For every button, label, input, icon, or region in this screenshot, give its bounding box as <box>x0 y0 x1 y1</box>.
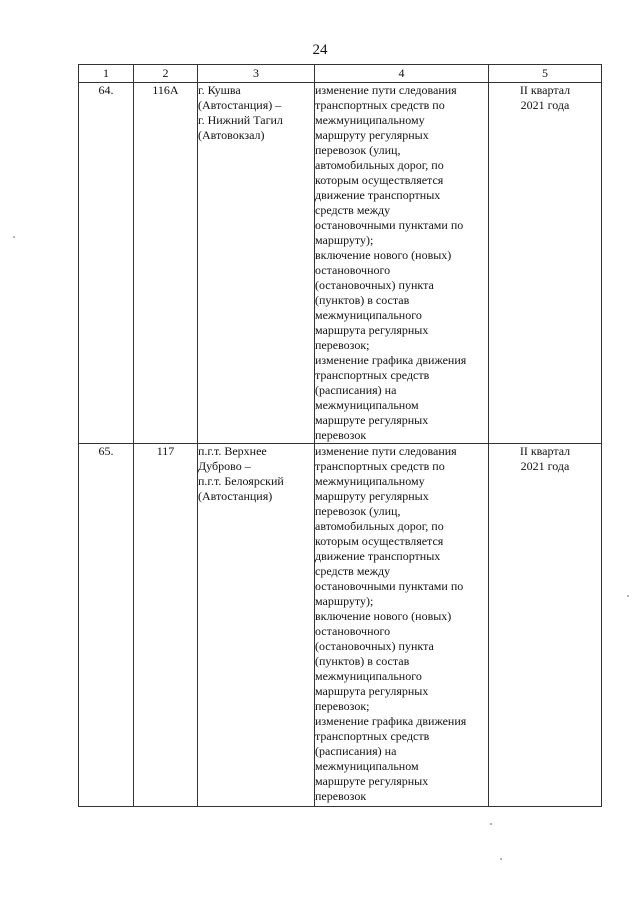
change-description-line: перевозок (улиц, <box>315 143 401 157</box>
change-description-line: (остановочных) пункта <box>315 278 434 292</box>
change-description-line: средств между <box>315 203 391 217</box>
change-description-line: автомобильных дорог, по <box>315 158 444 172</box>
change-description-line: маршрута регулярных <box>315 323 429 337</box>
change-description-cell <box>315 444 489 807</box>
route-number-cell: 116А <box>134 83 198 444</box>
change-description-line: маршруту); <box>315 594 374 608</box>
change-description-line: перевозок; <box>315 338 370 352</box>
change-description-line: остановочными пунктами по <box>315 218 464 232</box>
change-description-line: межмуниципальном <box>315 759 419 773</box>
change-description-line: транспортных средств по <box>315 98 445 112</box>
route-name-cell <box>198 83 315 444</box>
column-header: 1 <box>79 65 134 83</box>
route-name-line: (Автостанция) <box>198 489 273 503</box>
change-description-line: транспортных средств <box>315 368 430 382</box>
column-header: 3 <box>198 65 315 83</box>
route-name-line: Дуброво – <box>198 459 251 473</box>
change-description-line: остановочными пунктами по <box>315 579 464 593</box>
route-name-line: п.г.т. Верхнее <box>198 444 267 458</box>
change-description-line: маршруту регулярных <box>315 489 429 503</box>
table-row <box>79 83 602 444</box>
change-description-line: включение нового (новых) <box>315 609 452 623</box>
change-description-line: изменение пути следования <box>315 444 457 458</box>
deadline-cell <box>489 83 602 444</box>
route-name-line: г. Нижний Тагил <box>198 113 283 127</box>
row-number-cell: 64. <box>79 83 134 444</box>
change-description-line: остановочного <box>315 263 391 277</box>
routes-table <box>78 64 602 807</box>
change-description-line: движение транспортных <box>315 188 441 202</box>
column-header: 5 <box>489 65 602 83</box>
scan-speck <box>13 236 15 238</box>
change-description-line: движение транспортных <box>315 549 441 563</box>
change-description-line: (расписания) на <box>315 383 397 397</box>
change-description-line: межмуниципального <box>315 669 422 683</box>
change-description-line: изменение графика движения <box>315 714 467 728</box>
deadline-line: II квартал <box>519 83 571 97</box>
change-description-line: которым осуществляется <box>315 534 444 548</box>
change-description-line: (пунктов) в состав <box>315 293 410 307</box>
change-description-line: межмуниципальному <box>315 113 425 127</box>
route-number-cell: 117 <box>134 444 198 807</box>
route-name-line: г. Кушва <box>198 83 241 97</box>
deadline-line: 2021 года <box>520 98 570 112</box>
change-description-line: изменение графика движения <box>315 353 467 367</box>
change-description-line: перевозок <box>315 428 367 442</box>
change-description-line: межмуниципальному <box>315 474 425 488</box>
page-number: 24 <box>312 42 328 58</box>
change-description-line: автомобильных дорог, по <box>315 519 444 533</box>
column-header: 4 <box>315 65 489 83</box>
table-row <box>79 444 602 807</box>
change-description-line: включение нового (новых) <box>315 248 452 262</box>
change-description-line: маршруту регулярных <box>315 128 429 142</box>
change-description-line: маршруту); <box>315 233 374 247</box>
change-description-cell <box>315 83 489 444</box>
route-name-line: (Автовокзал) <box>198 128 265 142</box>
route-name-line: (Автостанция) – <box>198 98 282 112</box>
change-description-line: маршруте регулярных <box>315 413 429 427</box>
scan-speck <box>490 823 492 825</box>
row-number-cell: 65. <box>79 444 134 807</box>
change-description-line: которым осуществляется <box>315 173 444 187</box>
change-description-line: маршруте регулярных <box>315 774 429 788</box>
change-description-line: остановочного <box>315 624 391 638</box>
change-description-line: средств между <box>315 564 391 578</box>
scan-speck <box>500 858 502 860</box>
deadline-line: II квартал <box>519 444 571 458</box>
change-description-line: изменение пути следования <box>315 83 457 97</box>
change-description-line: транспортных средств по <box>315 459 445 473</box>
deadline-cell <box>489 444 602 807</box>
change-description-line: перевозок <box>315 789 367 803</box>
change-description-line: межмуниципальном <box>315 398 419 412</box>
change-description-line: (пунктов) в состав <box>315 654 410 668</box>
change-description-line: перевозок; <box>315 699 370 713</box>
scan-speck <box>627 595 629 597</box>
change-description-line: маршрута регулярных <box>315 684 429 698</box>
change-description-line: межмуниципального <box>315 308 422 322</box>
change-description-line: (расписания) на <box>315 744 397 758</box>
column-header: 2 <box>134 65 198 83</box>
change-description-line: перевозок (улиц, <box>315 504 401 518</box>
change-description-line: транспортных средств <box>315 729 430 743</box>
change-description-line: (остановочных) пункта <box>315 639 434 653</box>
route-name-cell <box>198 444 315 807</box>
deadline-line: 2021 года <box>520 459 570 473</box>
table-header-row <box>79 65 602 83</box>
route-name-line: п.г.т. Белоярский <box>198 474 284 488</box>
